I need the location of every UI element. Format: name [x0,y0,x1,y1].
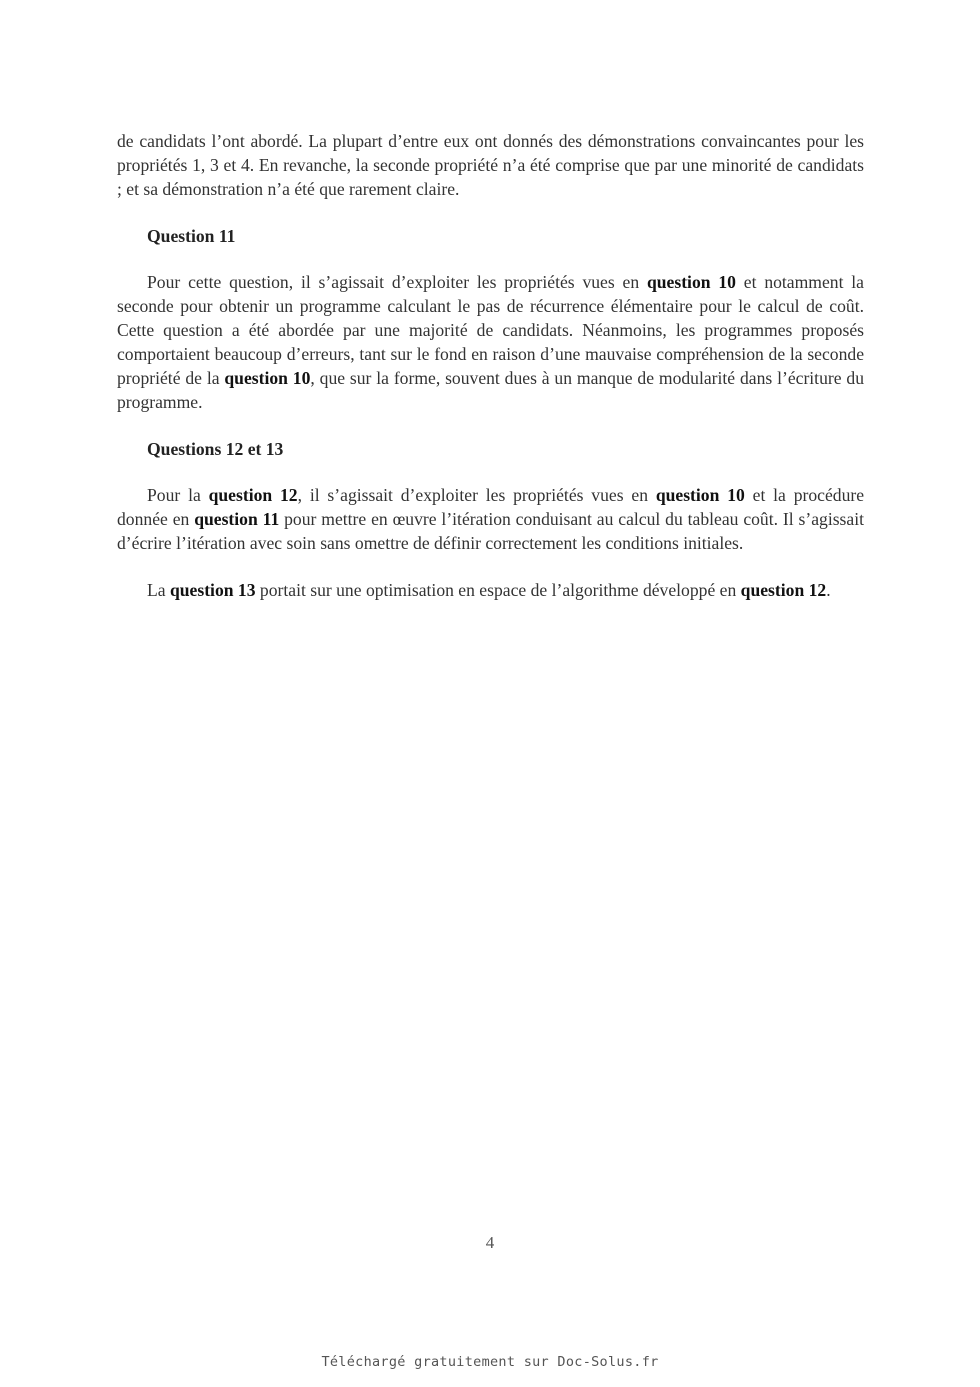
text-run: , que sur la forme, souvent dues à un manque de modularité dans l’écriture du programme. [117,368,864,412]
intro-text: de candidats l’ont abordé. La plupart d’entre eux ont donnés des démonstrations convaincantes pour les propriétés 1, 3 et 4. En revanche, la seconde propriété n’a été comprise que par une minorité de candidats ; et sa démonstration n’a été que rarement claire. [117,131,864,199]
text-run: , il s’agissait d’exploiter les propriétés vues en [297,485,656,505]
question-12-paragraph [117,483,864,555]
text-run: et notamment la seconde pour obtenir un programme calculant le pas de récurrence élémentaire pour le calcul de coût. Cette question a été abordée par une majorité de candidats. Néanmoins, les programmes proposés comportaient beaucoup d’erreurs, tant sur le fond en raison d’une mauvaise compréhension de la seconde propriété de la [117,272,864,388]
question-reference: question 12 [208,485,298,505]
intro-paragraph [117,129,864,201]
question-reference: question 13 [169,580,256,600]
question-reference: question 12 [740,580,827,600]
text-run: et la procédure donnée en [117,485,865,529]
text-run: Pour cette question, il s’agissait d’exploiter les propriétés vues en [147,272,647,292]
question-reference: question 10 [224,368,311,388]
text-run: . [826,580,831,600]
text-run: pour mettre en œuvre l’itération conduisant au calcul du tableau coût. Il s’agissait d’écrire l’itération avec soin sans omettre de définir correctement les conditions initiales. [117,509,864,553]
text-run: La [147,580,170,600]
page-number: 4 [485,1233,495,1252]
question-11-paragraph [117,270,864,414]
question-reference: question 10 [655,485,745,505]
download-footer: Téléchargé gratuitement sur Doc-Solus.fr [321,1354,659,1370]
text-run: portait sur une optimisation en espace de l’algorithme développé en [255,580,741,600]
document-page [117,129,864,602]
section-heading-question-11: Question 11 [147,226,236,246]
text-run: Pour la [147,485,209,505]
section-heading-questions-12-13: Questions 12 et 13 [147,439,284,459]
question-reference: question 10 [646,272,736,292]
question-13-paragraph [117,578,864,602]
question-reference: question 11 [194,509,280,529]
